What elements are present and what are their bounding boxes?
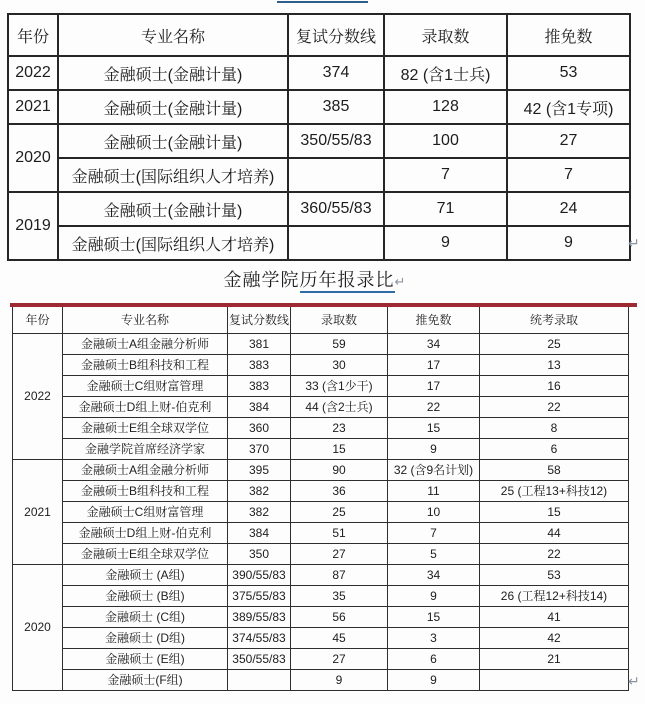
score-cell: 383 — [228, 375, 291, 396]
col-header-major: 专业名称 — [58, 14, 288, 56]
unified-cell: 44 — [480, 522, 629, 543]
table-row — [13, 396, 629, 417]
admitted-cell: 36 — [291, 480, 388, 501]
exempt-cell: 34 — [388, 564, 480, 585]
admitted-cell: 128 — [384, 90, 507, 124]
major-cell: 金融硕士 (C组) — [63, 606, 228, 627]
col-header-admitted: 录取数 — [384, 14, 507, 56]
cutoff-underline-fragment — [277, 1, 368, 3]
exempt-cell: 32 (含9名计划) — [388, 459, 480, 480]
exempt-cell: 22 — [388, 396, 480, 417]
exempt-cell: 27 — [507, 124, 630, 158]
major-cell: 金融硕士 (A组) — [63, 564, 228, 585]
unified-cell: 25 — [480, 333, 629, 354]
major-cell: 金融硕士 (B组) — [63, 585, 228, 606]
year-cell: 2022 — [13, 333, 63, 459]
score-cell: 360/55/83 — [288, 192, 384, 226]
admitted-cell: 35 — [291, 585, 388, 606]
year-cell: 2021 — [8, 90, 58, 124]
score-cell: 382 — [228, 480, 291, 501]
major-cell: 金融硕士(国际组织人才培养) — [58, 226, 288, 260]
exempt-cell: 9 — [388, 438, 480, 459]
year-cell: 2022 — [8, 56, 58, 90]
admitted-cell: 30 — [291, 354, 388, 375]
admitted-cell: 59 — [291, 333, 388, 354]
year-cell: 2021 — [13, 459, 63, 564]
table-row — [13, 375, 629, 396]
exempt-cell: 34 — [388, 333, 480, 354]
score-cell: 375/55/83 — [228, 585, 291, 606]
table-header-row — [8, 14, 630, 56]
admitted-cell: 44 (含2士兵) — [291, 396, 388, 417]
score-cell — [288, 158, 384, 192]
score-cell: 382 — [228, 501, 291, 522]
year-cell: 2019 — [8, 192, 58, 260]
exempt-cell: 10 — [388, 501, 480, 522]
admitted-cell: 25 — [291, 501, 388, 522]
score-cell: 350/55/83 — [228, 648, 291, 669]
unified-cell: 8 — [480, 417, 629, 438]
unified-cell: 6 — [480, 438, 629, 459]
score-cell: 350/55/83 — [288, 124, 384, 158]
table-row — [13, 333, 629, 354]
major-cell: 金融硕士(金融计量) — [58, 192, 288, 226]
admitted-cell: 100 — [384, 124, 507, 158]
table-row — [13, 354, 629, 375]
table-row — [13, 669, 629, 690]
major-cell: 金融硕士A组金融分析师 — [63, 459, 228, 480]
unified-cell: 42 — [480, 627, 629, 648]
score-cell: 374/55/83 — [228, 627, 291, 648]
score-cell — [228, 669, 291, 690]
section-title — [0, 269, 630, 294]
major-cell: 金融硕士B组科技和工程 — [63, 354, 228, 375]
admitted-cell: 87 — [291, 564, 388, 585]
col-header-year: 年份 — [13, 307, 63, 333]
year-cell: 2020 — [8, 124, 58, 192]
col-header-major: 专业名称 — [63, 307, 228, 333]
unified-cell: 16 — [480, 375, 629, 396]
exempt-cell: 9 — [388, 669, 480, 690]
exempt-cell: 17 — [388, 375, 480, 396]
table-row — [13, 438, 629, 459]
table-header-row — [13, 307, 629, 333]
exempt-cell: 9 — [507, 226, 630, 260]
major-cell: 金融硕士(金融计量) — [58, 90, 288, 124]
major-cell: 金融硕士(国际组织人才培养) — [58, 158, 288, 192]
exempt-cell: 5 — [388, 543, 480, 564]
major-cell: 金融硕士B组科技和工程 — [63, 480, 228, 501]
major-cell: 金融学院首席经济学家 — [63, 438, 228, 459]
admitted-cell: 90 — [291, 459, 388, 480]
col-header-admitted: 录取数 — [291, 307, 388, 333]
table-row — [13, 480, 629, 501]
unified-cell: 15 — [480, 501, 629, 522]
col-header-score-line: 复试分数线 — [228, 307, 291, 333]
major-cell: 金融硕士C组财富管理 — [63, 375, 228, 396]
score-cell: 390/55/83 — [228, 564, 291, 585]
table-row — [8, 192, 630, 226]
table-row — [13, 522, 629, 543]
score-cell: 384 — [228, 522, 291, 543]
major-cell: 金融硕士 (E组) — [63, 648, 228, 669]
paragraph-return-mark: ↵ — [628, 674, 640, 690]
unified-cell: 41 — [480, 606, 629, 627]
table-row — [8, 56, 630, 90]
unified-cell: 53 — [480, 564, 629, 585]
col-header-score-line: 复试分数线 — [288, 14, 384, 56]
admitted-cell: 9 — [384, 226, 507, 260]
col-header-exempt: 推免数 — [507, 14, 630, 56]
exempt-cell: 15 — [388, 606, 480, 627]
exempt-cell: 53 — [507, 56, 630, 90]
major-cell: 金融硕士D组上财-伯克利 — [63, 522, 228, 543]
major-cell: 金融硕士 (D组) — [63, 627, 228, 648]
table-row — [13, 501, 629, 522]
exempt-cell: 7 — [388, 522, 480, 543]
major-cell: 金融硕士D组上财-伯克利 — [63, 396, 228, 417]
col-header-exempt: 推免数 — [388, 307, 480, 333]
admitted-cell: 33 (含1少干) — [291, 375, 388, 396]
score-cell: 383 — [228, 354, 291, 375]
admitted-cell: 23 — [291, 417, 388, 438]
major-cell: 金融硕士E组全球双学位 — [63, 417, 228, 438]
section-title-plain: 金融学院 — [223, 270, 300, 290]
unified-cell: 22 — [480, 396, 629, 417]
score-cell: 374 — [288, 56, 384, 90]
exempt-cell: 11 — [388, 480, 480, 501]
unified-cell: 21 — [480, 648, 629, 669]
table-row — [8, 124, 630, 158]
major-cell: 金融硕士(F组) — [63, 669, 228, 690]
major-cell: 金融硕士C组财富管理 — [63, 501, 228, 522]
col-header-unified-exam: 统考录取 — [480, 307, 629, 333]
major-cell: 金融硕士(金融计量) — [58, 56, 288, 90]
paragraph-return-mark: ↵ — [628, 236, 640, 252]
major-cell: 金融硕士A组金融分析师 — [63, 333, 228, 354]
admitted-cell: 9 — [291, 669, 388, 690]
score-cell: 360 — [228, 417, 291, 438]
table-row — [8, 226, 630, 260]
table-row — [13, 543, 629, 564]
unified-cell: 13 — [480, 354, 629, 375]
admitted-cell: 15 — [291, 438, 388, 459]
unified-cell: 25 (工程13+科技12) — [480, 480, 629, 501]
score-cell: 389/55/83 — [228, 606, 291, 627]
exempt-cell: 24 — [507, 192, 630, 226]
table-row — [13, 564, 629, 585]
table-row — [8, 158, 630, 192]
score-cell: 384 — [228, 396, 291, 417]
table-row — [13, 417, 629, 438]
admitted-cell: 82 (含1士兵) — [384, 56, 507, 90]
exempt-cell: 42 (含1专项) — [507, 90, 630, 124]
score-cell: 381 — [228, 333, 291, 354]
admitted-cell: 56 — [291, 606, 388, 627]
admitted-cell: 7 — [384, 158, 507, 192]
admitted-cell: 45 — [291, 627, 388, 648]
exempt-cell: 6 — [388, 648, 480, 669]
admissions-table-bottom — [12, 307, 629, 691]
table-row — [13, 648, 629, 669]
admitted-cell: 71 — [384, 192, 507, 226]
paragraph-return-mark: ↵ — [394, 275, 407, 290]
exempt-cell: 9 — [388, 585, 480, 606]
year-cell: 2020 — [13, 564, 63, 690]
table-row — [13, 585, 629, 606]
col-header-year: 年份 — [8, 14, 58, 56]
admitted-cell: 51 — [291, 522, 388, 543]
major-cell: 金融硕士E组全球双学位 — [63, 543, 228, 564]
table-row — [13, 459, 629, 480]
admitted-cell: 27 — [291, 648, 388, 669]
table-row — [13, 606, 629, 627]
exempt-cell: 7 — [507, 158, 630, 192]
table-row — [13, 627, 629, 648]
score-cell — [288, 226, 384, 260]
unified-cell — [480, 669, 629, 690]
unified-cell: 58 — [480, 459, 629, 480]
section-title-underlined: 历年报录比 — [300, 270, 395, 293]
exempt-cell: 15 — [388, 417, 480, 438]
major-cell: 金融硕士(金融计量) — [58, 124, 288, 158]
admitted-cell: 27 — [291, 543, 388, 564]
unified-cell: 26 (工程12+科技14) — [480, 585, 629, 606]
score-cell: 385 — [288, 90, 384, 124]
score-cell: 350 — [228, 543, 291, 564]
score-cell: 395 — [228, 459, 291, 480]
table-row — [8, 90, 630, 124]
score-cell: 370 — [228, 438, 291, 459]
admissions-table-top — [7, 13, 631, 261]
unified-cell: 22 — [480, 543, 629, 564]
exempt-cell: 3 — [388, 627, 480, 648]
exempt-cell: 17 — [388, 354, 480, 375]
